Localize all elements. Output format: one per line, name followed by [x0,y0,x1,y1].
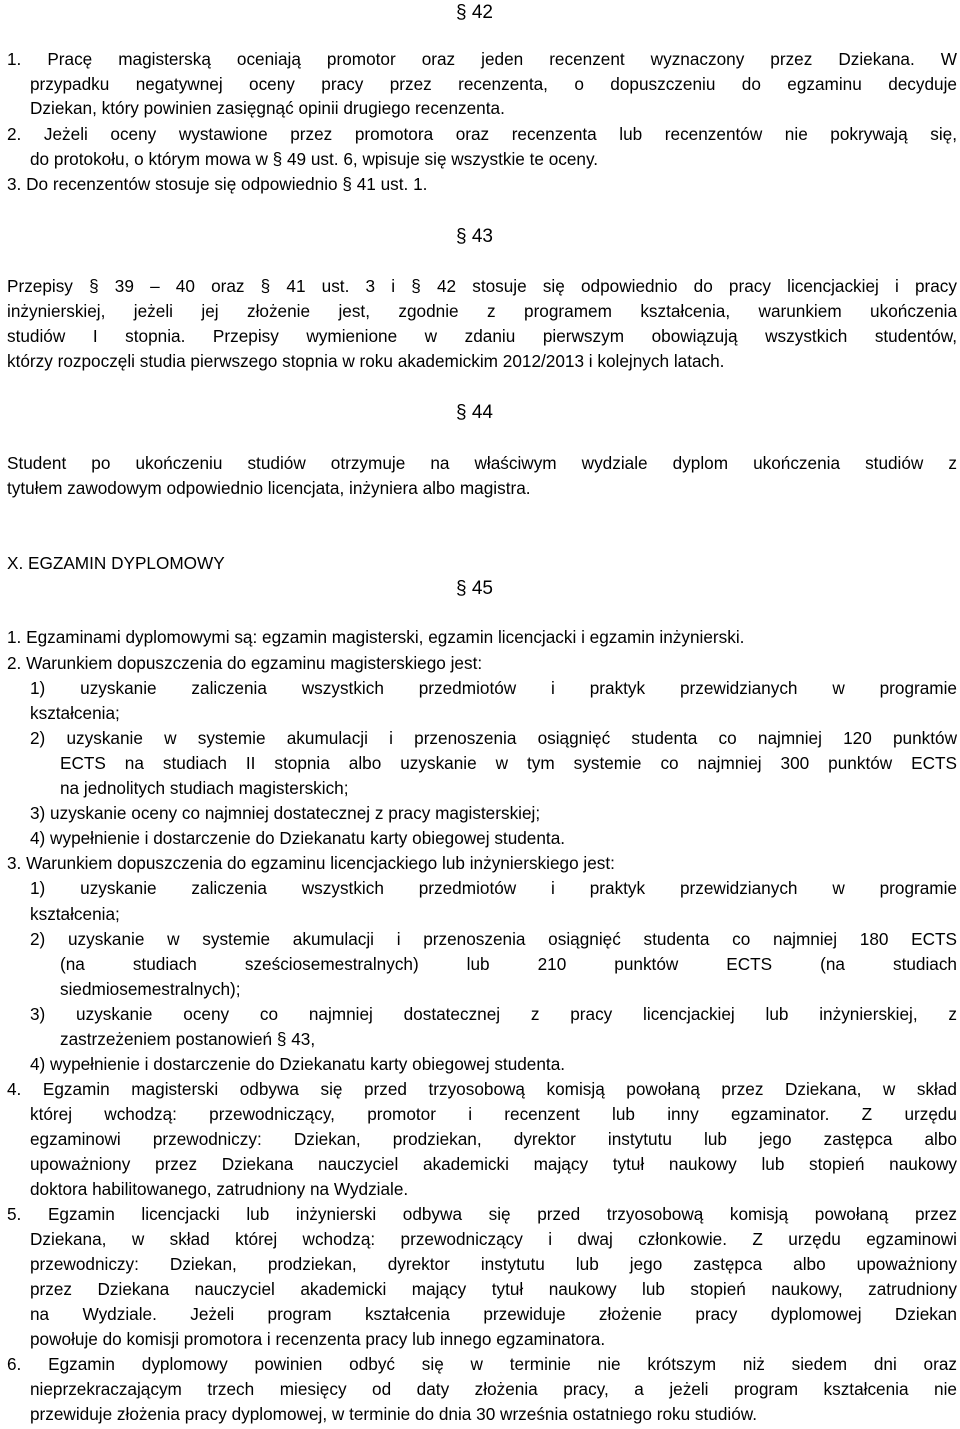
text-line: Dziekana, w skład której wchodzą: przewodniczący i dwaj członkowie. Z urzędu egzaminowi [30,1229,957,1249]
text-line: studiów I stopnia. Przepisy wymienione w zdaniu pierwszym obowiązują wszystkich studentów, [7,326,957,346]
text-line: 3. Do recenzentów stosuje się odpowiednio § 41 ust. 1. [7,174,428,194]
text-line: doktora habilitowanego, zatrudniony na Wydziale. [30,1179,409,1199]
text-line: przewiduje złożenia pracy dyplomowej, w terminie do dnia 30 września ostatniego roku studiów. [30,1404,758,1424]
list-item: 3) uzyskanie oceny co najmniej dostatecznej z pracy magisterskiej; [30,803,541,823]
text-line: egzaminowi przewodniczy: Dziekan, prodziekan, dyrektor instytutu lub jego zastępca albo [30,1129,957,1149]
text-line: Student po ukończeniu studiów otrzymuje na właściwym wydziale dyplom ukończenia studiów z [7,453,957,473]
text-line: nieprzekraczającym trzech miesięcy od daty złożenia pracy, a jeżeli program kształcenia nie [30,1379,957,1399]
section-heading-44: § 44 [456,402,493,423]
list-item-cont: siedmiosemestralnych); [60,979,241,999]
list-item: 1) uzyskanie zaliczenia wszystkich przedmiotów i praktyk przewidzianych w programie [30,878,957,898]
chapter-title: X. EGZAMIN DYPLOMOWY [7,553,225,573]
text-line: tytułem zawodowym odpowiednio licencjata, inżyniera albo magistra. [7,478,531,498]
text-line: którzy rozpoczęli studia pierwszego stopnia w roku akademickim 2012/2013 i kolejnych latach. [7,351,725,371]
list-item: 4) wypełnienie i dostarczenie do Dziekanatu karty obiegowej studenta. [30,828,566,848]
list-item-cont: kształcenia; [30,904,120,924]
list-item: 4) wypełnienie i dostarczenie do Dziekanatu karty obiegowej studenta. [30,1054,566,1074]
text-line: 1. Pracę magisterską oceniają promotor oraz jeden recenzent wyznaczony przez Dziekana. W [7,49,957,69]
list-item-cont: (na studiach sześciosemestralnych) lub 210 punktów ECTS (na studiach [60,954,957,974]
list-item-cont: kształcenia; [30,703,120,723]
list-item-cont: zastrzeżeniem postanowień § 43, [60,1029,316,1049]
text-line: 5. Egzamin licencjacki lub inżynierski odbywa się przed trzyosobową komisją powołaną przez [7,1204,957,1224]
section-heading-45: § 45 [456,578,493,599]
list-item: 2) uzyskanie w systemie akumulacji i przenoszenia osiągnięć studenta co najmniej 120 punktów [30,728,957,748]
list-item: 1) uzyskanie zaliczenia wszystkich przedmiotów i praktyk przewidzianych w programie [30,678,957,698]
text-line: 2. Jeżeli oceny wystawione przez promotora oraz recenzenta lub recenzentów nie pokrywają się, [7,124,957,144]
section-heading-42: § 42 [456,2,493,23]
text-line: powołuje do komisji promotora i recenzenta pracy lub innego egzaminatora. [30,1329,606,1349]
text-line: do protokołu, o którym mowa w § 49 ust. 6, wpisuje się wszystkie te oceny. [30,149,599,169]
text-line: przypadku negatywnej oceny pracy przez recenzenta, o dopuszczeniu do egzaminu decyduje [30,74,957,94]
list-item-cont: ECTS na studiach II stopnia albo uzyskanie w tym systemie co najmniej 300 punktów ECTS [60,753,957,773]
text-line: przewodniczy: Dziekan, prodziekan, dyrektor instytutu lub jego zastępca albo upoważniony [30,1254,957,1274]
text-line: której wchodzą: przewodniczący, promotor i recenzent lub inny egzaminator. Z urzędu [30,1104,957,1124]
list-item-cont: na jednolitych studiach magisterskich; [60,778,349,798]
text-line: 4. Egzamin magisterski odbywa się przed trzyosobową komisją powołaną przez Dziekana, w skład [7,1079,957,1099]
text-line: 6. Egzamin dyplomowy powinien odbyć się w terminie nie krótszym niż siedem dni oraz [7,1354,957,1374]
list-item: 3) uzyskanie oceny co najmniej dostatecznej z pracy licencjackiej lub inżynierskiej, z [30,1004,957,1024]
list-item: 2) uzyskanie w systemie akumulacji i przenoszenia osiągnięć studenta co najmniej 180 ECTS [30,929,957,949]
text-line: Dziekan, który powinien zasięgnąć opinii drugiego recenzenta. [30,98,505,118]
text-line: Przepisy § 39 – 40 oraz § 41 ust. 3 i § 42 stosuje się odpowiednio do pracy licencjackiej i pracy [7,276,957,296]
text-line: upoważniony przez Dziekana nauczyciel akademicki mający tytuł naukowy lub stopień naukowy [30,1154,957,1174]
text-line: 1. Egzaminami dyplomowymi są: egzamin magisterski, egzamin licencjacki i egzamin inżynierski. [7,627,745,647]
text-line: inżynierskiej, jeżeli jej złożenie jest, zgodnie z programem kształcenia, warunkiem ukończenia [7,301,957,321]
text-line: 2. Warunkiem dopuszczenia do egzaminu magisterskiego jest: [7,653,483,673]
text-line: przez Dziekana nauczyciel akademicki mający tytuł naukowy lub stopień naukowy, zatrudniony [30,1279,957,1299]
text-line: 3. Warunkiem dopuszczenia do egzaminu licencjackiego lub inżynierskiego jest: [7,853,615,873]
section-heading-43: § 43 [456,226,493,247]
text-line: na Wydziale. Jeżeli program kształcenia przewiduje złożenie pracy dyplomowej Dziekan [30,1304,957,1324]
